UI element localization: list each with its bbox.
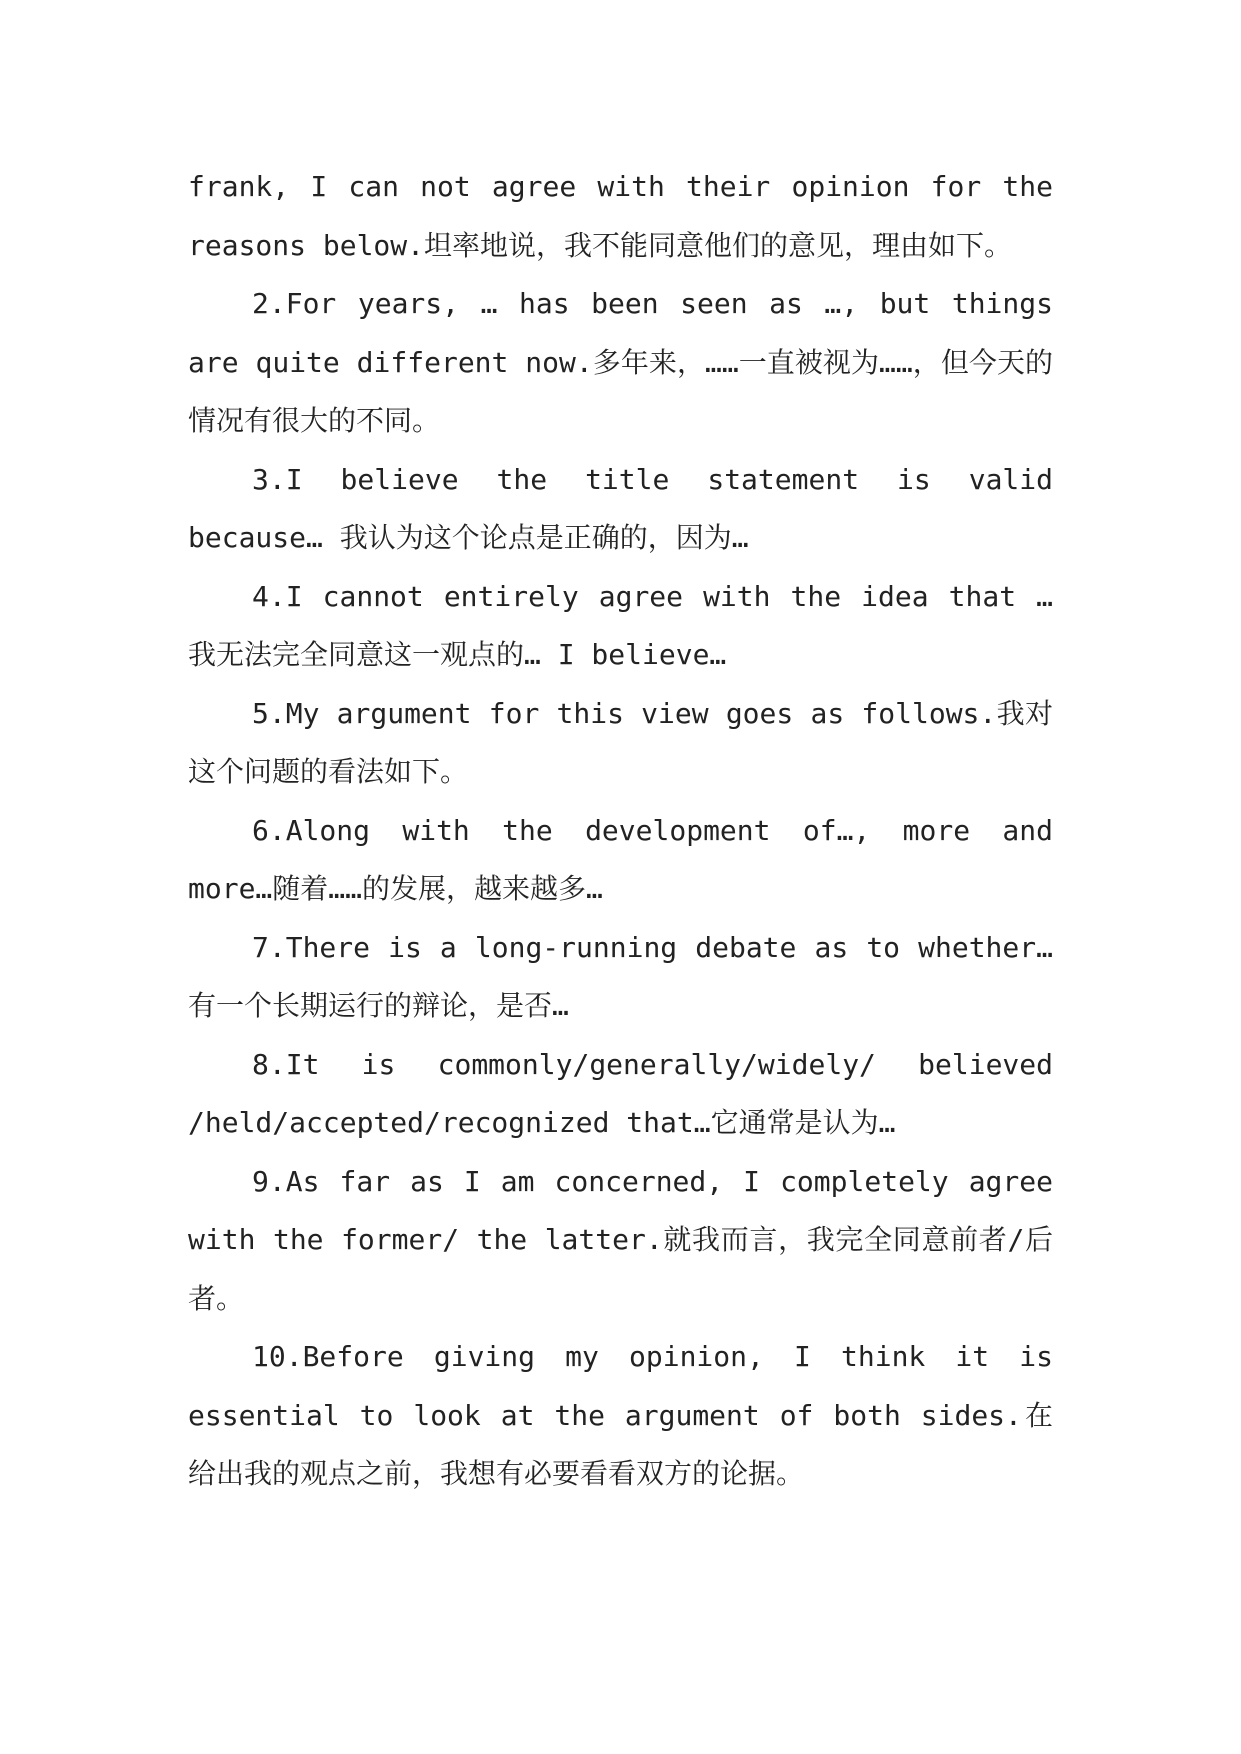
paragraph-item-5: 5.My argument for this view goes as follows.我对这个问题的看法如下。 bbox=[188, 696, 1053, 788]
paragraph-continuation: frank, I can not agree with their opinion for the reasons below.坦率地说，我不能同意他们的意见，理由如下。 bbox=[188, 170, 1053, 262]
paragraph-item-9: 9.As far as I am concerned, I completely agree with the former/ the latter.就我而言，我完全同意前者/后者。 bbox=[188, 1164, 1053, 1315]
paragraph-item-6: 6.Along with the development of…, more and more…随着……的发展，越来越多… bbox=[188, 813, 1053, 905]
paragraph-item-8: 8.It is commonly/generally/widely/ believed /held/accepted/recognized that…它通常是认为… bbox=[188, 1047, 1053, 1139]
paragraph-item-7: 7.There is a long-running debate as to whether…有一个长期运行的辩论，是否… bbox=[188, 930, 1053, 1022]
paragraph-item-2: 2.For years, … has been seen as …, but things are quite different now.多年来，……一直被视为……，但今天的情况有很大的不同。 bbox=[188, 287, 1053, 437]
paragraph-item-3: 3.I believe the title statement is valid because… 我认为这个论点是正确的，因为… bbox=[188, 462, 1053, 554]
paragraph-item-4: 4.I cannot entirely agree with the idea that … 我无法完全同意这一观点的… I believe… bbox=[188, 579, 1053, 671]
document-body bbox=[188, 158, 1053, 1504]
paragraph-item-10: 10.Before giving my opinion, I think it is essential to look at the argument of both sides.在给出我的观点之前，我想有必要看看双方的论据。 bbox=[188, 1340, 1053, 1490]
